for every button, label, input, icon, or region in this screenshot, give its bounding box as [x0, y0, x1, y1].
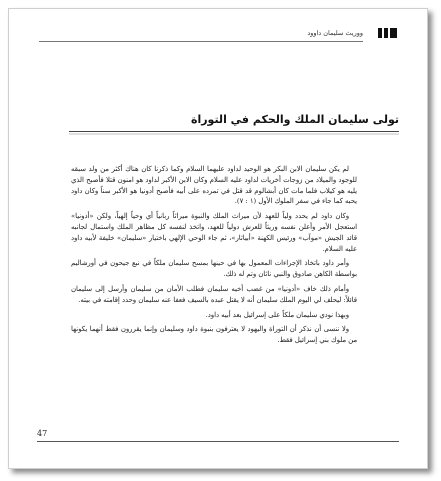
body-text: [71, 164, 357, 350]
paragraph: ولا ننسى أن نذكر أن التوراة واليهود لا يعترفون بنبوة داود وسليمان وإنما يقررون فقط أنهما يكونها من ملوك بني إسرائيل فقط.: [71, 325, 357, 345]
paragraph: لم يكن سليمان الابن البكر هو الوحيد لداود عليهما السلام وكما ذكرنا كان هناك أكثر من ولد سبقه للوجود والميلاد من زوجات أخريات لداود عليه السلام وكان الابن الأكبر لداود هو امنون قتلا فأصبح الذي يليه هو كيلاب فلما مات كان أبشالوم قد قتل في تمرده على أبيه فأصبح أدونيا هو الأكبر سناً وكان داود يحبه كما جاء في سفر الملوك الأول (١ : ٧).: [71, 165, 357, 206]
running-header: [39, 27, 363, 42]
running-header-title: ووريث سليمان داوود: [307, 29, 363, 37]
chapter-title: تولى سليمان الملك والحكم في التوراة: [69, 112, 399, 132]
page-number: 47: [37, 429, 48, 438]
book-page: [8, 8, 428, 469]
footer-rule: [37, 441, 399, 442]
paragraph: وأمر داود باتخاذ الإجراءات المعمول بها في حينها بمسح سليمان ملكاً في نبع جيحون في أورشاليم بواسطة الكاهن صادوق والنبي ناثان وتم له ذلك.: [71, 259, 357, 279]
header-ornament-icon: [378, 28, 397, 38]
paragraph: وكان داود لم يحدد ولياً للعهد لأن ميراث الملك والنبوة ميراثاً ربانياً أي وحياً إلهياً، ولكن «أدونيا» استعجل الأمر وأعلن نفسه وريثاً للعرش دولياً للعهد، واتخذ لنفسه كل مظاهر الملك واستمال لجانبه قائد الجيش «موآب» ورئيس الكهنة «أبياثار»، ثم جاء الوحي الإلهي باختيار «سليمان» خليفة لأبيه داود عليه السلام.: [71, 212, 357, 253]
paragraph: وبهذا نودي سليمان ملكاً على إسرائيل بعد أبيه داود.: [205, 310, 349, 319]
title-underline: [69, 133, 399, 135]
paragraph: وأمام ذلك خاف «أدونيا» من غضب أخيه سليمان فطلب الأمان من سليمان وأرسل إلى سليمان قائلاً: ليحلف لي اليوم الملك سليمان أنه لا يقتل عبده بالسيف فعفا عنه سليمان وحدد إقامته في بيته.: [71, 284, 357, 304]
